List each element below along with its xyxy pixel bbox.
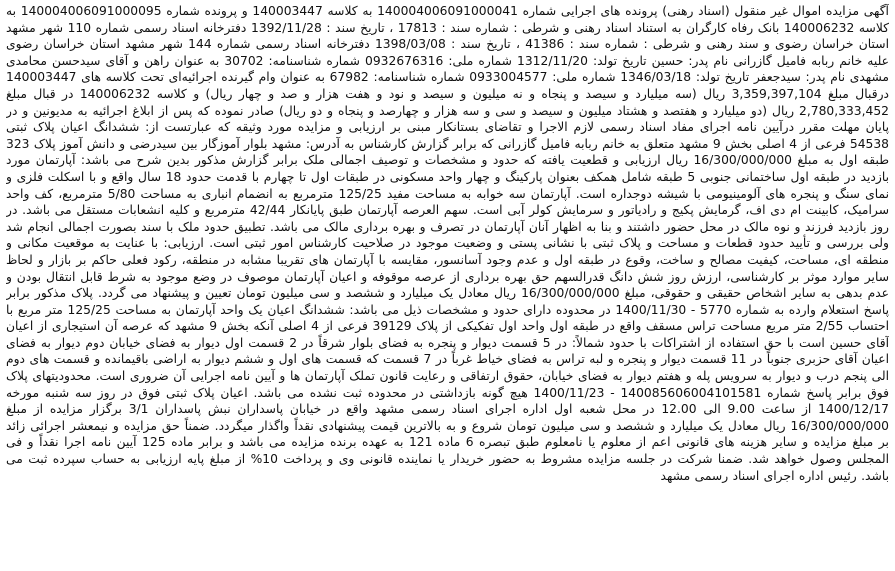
auction-notice — [6, 3, 889, 569]
notice-body-text: آگهی مزایده اموال غیر منقول (اسناد رهنی) پرونده های اجرایی شماره 140004006091000041 به کلاسه 140003447 و پرونده شماره 140004006091000095 به کلاسه 140006232 بانک رفاه کارگران به استناد اسناد رهنی و شرطی : شماره سند : 17813 ، تاریخ سند : 1392/11/28 دفترخانه اسناد رسمی شماره 110 شهر مشهد استان خراسان رضوی و سند رهنی و شرطی : شماره سند : 41386 ، تاریخ سند : 1398/03/08 دفترخانه اسناد رسمی شماره 144 شهر مشهد استان خراسان رضوی علیه خانم ربابه فامیل گازرانی نام پدر: حسین تاریخ تولد: 1312/11/20 شماره ملی: 0932676316 شماره شناسنامه: 30702 به عنوان راهن و آقای سیدحسن محامدی مشهدی نام پدر: سیدجعفر تاریخ تولد: 1346/03/18 شماره ملی: 0933004577 شماره شناسنامه: 67982 به عنوان وام گیرنده اجرائیه‌ای تحت کلاسه های 140003447 درقبال مبلغ 3,359,397,104 ریال (سه میلیارد و سیصد و پنجاه و نه میلیون و سیصد و نود و هفت هزار و صد و چهار ریال) و کلاسه 140006232 در قبال مبلغ 2,780,333,452 ریال (دو میلیارد و هفتصد و هشتاد میلیون و سیصد و سی و سه هزار و چهارصد و پنجاه و دو ریال) صادر نموده که پس از ابلاغ اجرائیه به مدیونین و در پایان مهلت مقرر درآیین نامه اجرای مفاد اسناد رسمی لازم الاجرا و تقاضای بستانکار مبنی بر ارزیابی و مزایده مورد وثیقه که عبارتست از: ششدانگ اعیان پلاک ثبتی 54538 فرعی از 4 اصلی بخش 9 مشهد متعلق به خانم ربابه فامیل گازرانی که برابر گزارش کارشناس به آدرس: مشهد بلوار آموزگار بین سیدرضی و دانش آموز پلاک 323 طبقه اول به مبلغ 16/300/000/000 ریال ارزیابی و قطعیت یافته که حدود و مشخصات و توصیف اجمالی ملک برابر گزارش مذکور بدین شرح می باشد: آپارتمان مورد بازدید در طبقه اول ساختمانی جنوبی 5 طبقه شامل همکف بعنوان پارکینگ و چهار واحد مسکونی در طبقات اول تا چهارم با قدمت حدود 18 سال واقع و با اسکلت فلزی و نمای سنگ و پنجره های آلومینیومی با شیشه دوجداره است. آپارتمان سه خوابه به مساحت مفید 125/25 مترمربع به انضمام انباری به مساحت 5/80 مترمربع، کف واحد سرامیک، کابینت ام دی اف، گرمایش پکیج و رادیاتور و سرمایش کولر آبی است. سهم العرصه آپارتمان طبق پایانکار 42/44 مترمربع و کلیه انشعابات مستقل می باشد. در روز بازدید فرزند و نوه مالک در محل حضور داشتند و بنا به اظهار آنان آپارتمان در تصرف و بهره برداری مالک می باشد. تطبیق حدود ملک با سند بصورت اجمالی انجام شد ولی بررسی و تأیید حدود قطعات و مساحت و پلاک ثبتی با نشانی پستی و وضعیت موجود در صلاحیت کارشناس امور ثبتی است. ارزیابی: با عنایت به موقعیت مکانی و منطقه ای، مساحت، کیفیت مصالح و ساخت، وقوع در طبقه اول و عدم وجود آسانسور، مقایسه با آپارتمان های تقریبا مشابه در منطقه، رکود فعلی حاکم بر بازار و لحاظ سایر موارد موثر بر کارشناسی، ارزش روز شش دانگ قدرالسهم حق بهره برداری از عرصه موقوفه و اعیان آپارتمان موصوف در وضع موجود به شرط قابل انتقال بودن و عدم بدهی به سایر اشخاص حقیقی و حقوقی، مبلغ 16/300/000/000 ریال معادل یک میلیارد و ششصد و سی میلیون تومان تعیین و پیشنهاد می گردد. پلاک مذکور برابر پاسخ استعلام وارده به شماره 5770 - 1400/11/30 در محدوده دارای حدود و مشخصات ذیل می باشد: ششدانگ اعیان یک واحد آپارتمان به مساحت 125/25 متر مربع با احتساب 2/55 متر مربع مساحت تراس مسقف واقع در طبقه اول واحد اول تفکیکی از پلاک 39129 فرعی از 4 اصلی آنکه بخش 9 مشهد که عرصه آن استیجاری از اعیان آقای حسین است با حق استفاده از اشتراکات با حدود شمالاً: در 5 قسمت دیوار و پنجره به فضای بلوار شرقاً در 2 قسمت اول دیوار به فضای خیابان دوم دیوار به فضای اعیان آقای حزبری جنوباً در 11 قسمت دیوار و پنجره و لبه تراس به فضای خیاط غرباً در 7 قسمت که قسمت های اول و ششم دیوار به اراضی باقیمانده و قسمت های دوم الی پنجم درب و دیوار به سرویس پله و هفتم دیوار به فضای خیابان، حقوق ارتفاقی و رعایت قانون تملک آپارتمان ها و آیین نامه اجرایی آن ضروری است. محدودیتهای پلاک فوق برابر پاسخ شماره 140085606004101581 - 1400/11/23 هیچ گونه بازداشتی در محدوده ثبت نشده می باشد. اعیان پلاک ثبتی فوق در روز سه شنبه مورخه 1400/12/17 از ساعت 9.00 الی 12.00 در محل شعبه اول اداره اجرای اسناد رسمی مشهد واقع در خیابان پاسداران نبش پاسداران 3/1 برگزار مزایده از مبلغ 16/300/000/000 ریال معادل یک میلیارد و ششصد و سی میلیون تومان شروع و به بالاترین قیمت پیشنهادی نقداً واگذار میگردد. ضمناً حق مزایده و نیمعشر اجرائی زائد بر مبلغ مزایده و سایر هزینه های قانونی اعم از معلوم یا نامعلوم طبق تبصره 6 ماده 121 به عهده برنده مزایده می باشد و برابر ماده 125 آیین نامه اجرا نقداً و فی المجلس وصول خواهد شد. ضمنا شرکت در جلسه مزایده مشروط به حضور خریدار یا نماینده قانونی وی و پرداخت 10% از مبلغ پایه ارزیابی به حساب سپرده ثبت می باشد. رئیس اداره اجرای اسناد رسمی مشهد — [6, 4, 889, 483]
